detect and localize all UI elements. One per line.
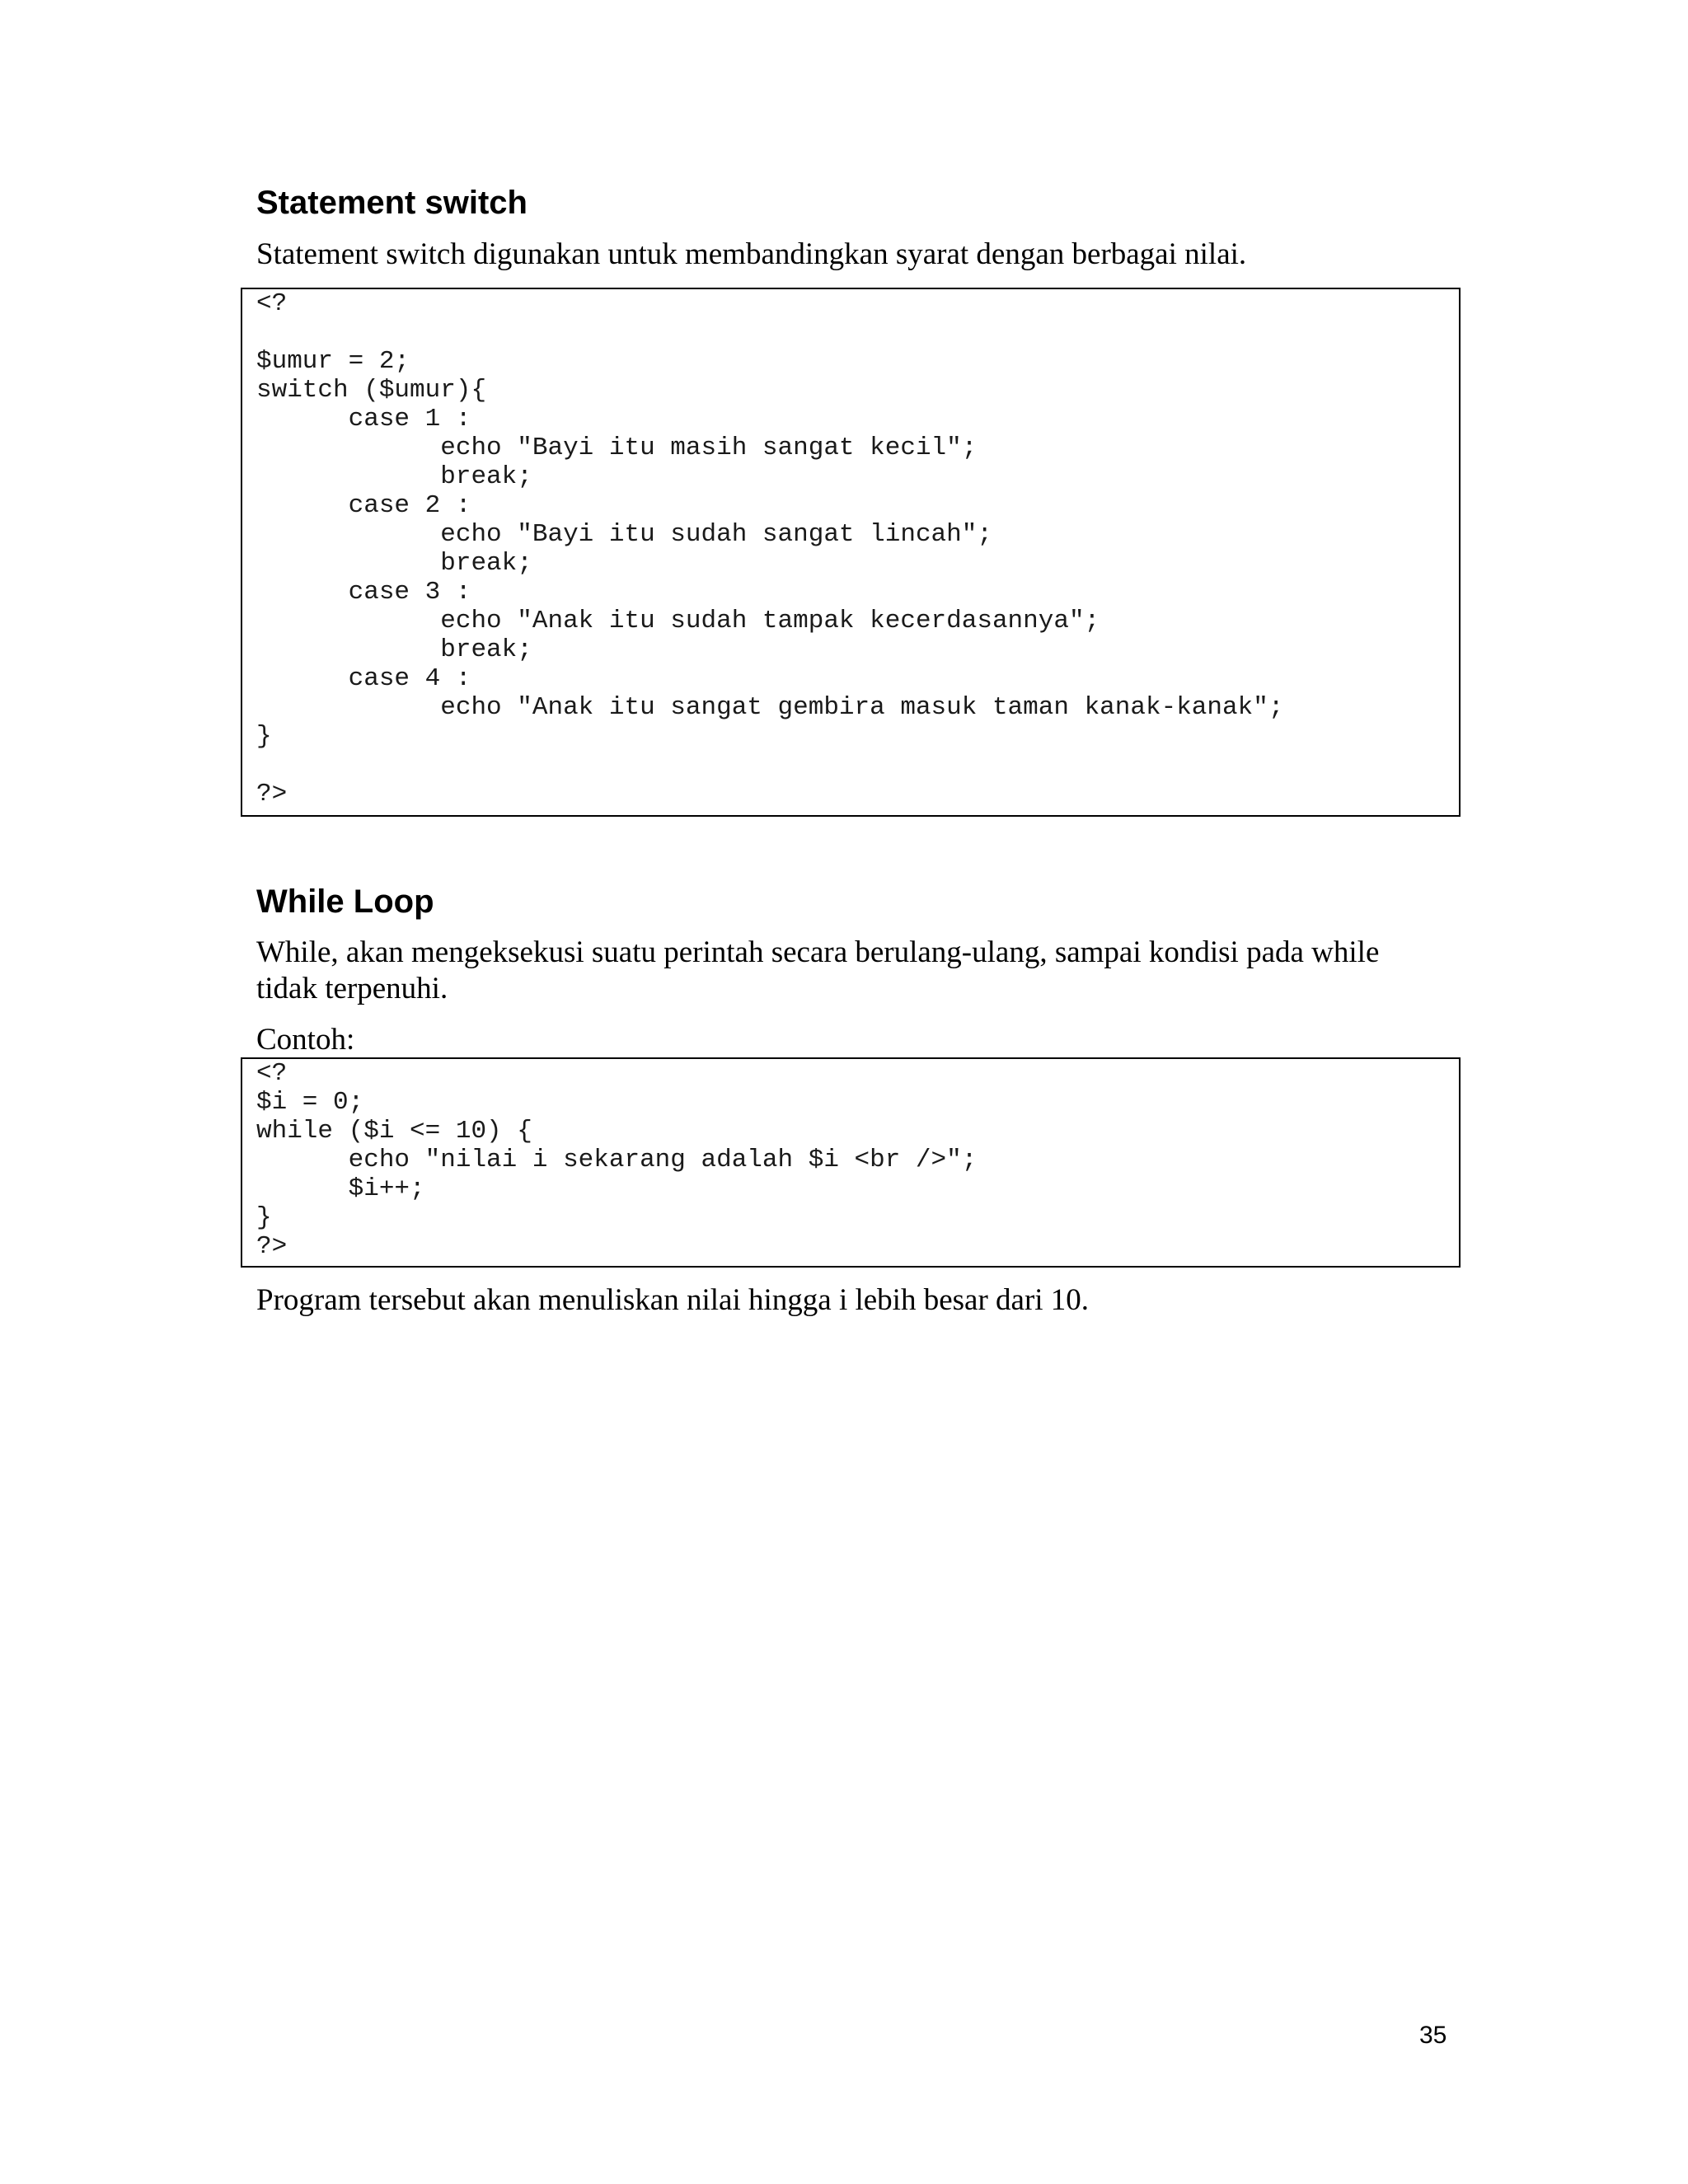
switch-intro: Statement switch digunakan untuk membandingkan syarat dengan berbagai nilai. [256,237,1247,271]
while-conclusion: Program tersebut akan menuliskan nilai hingga i lebih besar dari 10. [256,1283,1090,1317]
while-code-block [241,1057,1461,1268]
switch-code: <? $umur = 2; switch ($umur){ case 1 : echo "Bayi itu masih sangat kecil"; break; case 2 : echo "Bayi itu sudah sangat lincah"; break; case 3 : echo "Anak itu sudah tampak kecerdasannya"; break; case 4 : echo "Anak itu sangat gembira masuk taman kanak-kanak"; } ?> [256,289,1284,808]
example-label: Contoh: [256,1023,355,1057]
switch-heading: Statement switch [256,185,528,221]
switch-code-block [241,288,1461,817]
while-heading: While Loop [256,883,434,920]
while-intro: While, akan mengeksekusi suatu perintah secara berulang-ulang, sampai kondisi pada while tidak terpenuhi. [256,935,1380,1005]
while-code: <? $i = 0; while ($i <= 10) { echo "nilai i sekarang adalah $i <br />"; $i++; } ?> [256,1059,978,1261]
page-number: 35 [1419,2022,1447,2049]
